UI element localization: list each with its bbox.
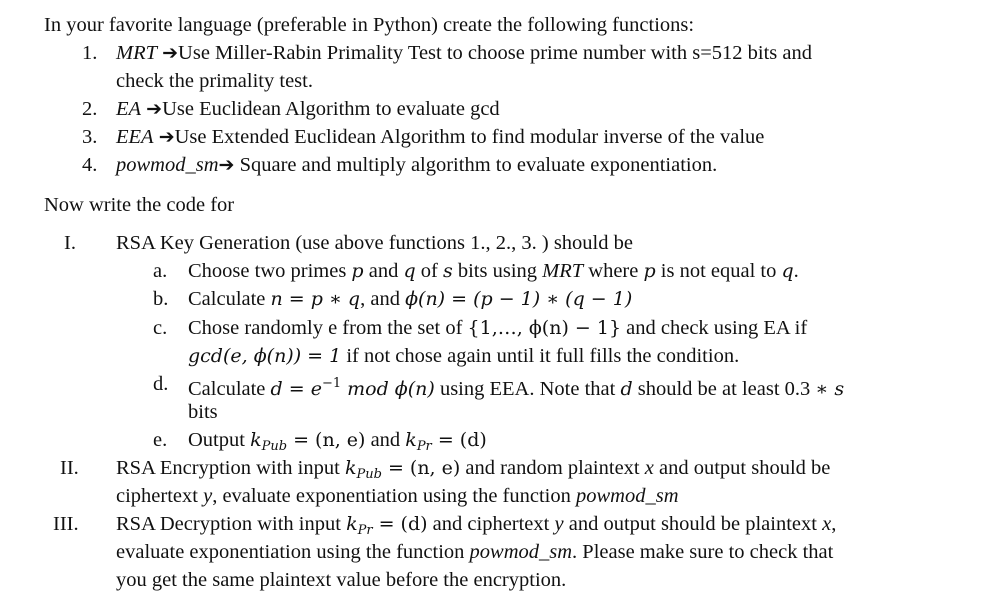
list-item-text: Use Euclidean Algorithm to evaluate gcd (162, 98, 500, 120)
text: should be at least 0.3 (632, 378, 816, 400)
section-decryption-continuation (116, 540, 833, 564)
math-expression: ϕ(n) = (p − 1) ∗ (q − 1) (405, 288, 633, 310)
math-var: k (405, 429, 417, 451)
list-item-mrt (116, 41, 812, 65)
math-var: x (822, 513, 832, 535)
right-arrow-icon: ➔ (146, 98, 163, 120)
math-var: y (203, 485, 213, 507)
text: , and (360, 288, 406, 310)
list-item-eea (116, 125, 764, 149)
math-expression: = (n, e) (381, 457, 461, 479)
list-item-text: Use Extended Euclidean Algorithm to find modular inverse of the value (174, 126, 765, 148)
math-var: k (250, 429, 262, 451)
list-item-text: Square and multiply algorithm to evaluate exponentiation. (234, 154, 718, 176)
math-expression: = (n, e) (287, 429, 366, 451)
function-name: MRT (542, 260, 584, 282)
text: and check using EA if (621, 317, 808, 339)
now-write-text: Now write the code for (44, 194, 235, 216)
right-arrow-icon: ➔ (162, 42, 179, 64)
math-var: x (644, 457, 654, 479)
intro-text: In your favorite language (preferable in Python) create the following functions: (44, 14, 695, 36)
math-expression: = (d) (431, 429, 487, 451)
text: Output (188, 429, 251, 451)
text: Calculate (188, 288, 271, 310)
math-expression: mod ϕ(n) (341, 378, 435, 400)
list-number: 3. (82, 126, 98, 148)
right-arrow-icon: ➔ (158, 126, 175, 148)
text: Chose randomly e from the set of (188, 317, 468, 339)
function-name: powmod_sm (575, 485, 679, 507)
text: and output should be plaintext (563, 513, 823, 535)
math-var: p (643, 260, 656, 282)
text: evaluate exponentiation using the function (116, 541, 470, 563)
math-expression: = (d) (372, 513, 428, 535)
sub-item-letter: b. (153, 288, 169, 310)
sub-item-c-continuation (188, 344, 739, 368)
subscript: Pr (357, 523, 373, 538)
superscript: −1 (321, 376, 342, 391)
math-expression: n = p ∗ q (270, 288, 361, 310)
list-item-text: Use Miller-Rabin Primality Test to choose prime number with s=512 bits and (178, 42, 812, 64)
text: and ciphertext (427, 513, 555, 535)
text: using EEA. Note that (434, 378, 621, 400)
list-item-ea (116, 97, 500, 121)
text: RSA Encryption with input (116, 457, 345, 479)
text: is not equal to (655, 260, 782, 282)
text: where (583, 260, 644, 282)
section-encryption (116, 456, 830, 480)
text: , evaluate exponentiation using the function (212, 485, 576, 507)
text: and (365, 429, 406, 451)
section-title-key-generation: RSA Key Generation (use above functions 1., 2., 3. ) should be (116, 232, 633, 254)
sub-item-letter: a. (153, 260, 168, 282)
subscript: Pr (416, 439, 432, 454)
text: . Please make sure to check that (572, 541, 834, 563)
text: Calculate (188, 378, 271, 400)
list-item-powmod (116, 153, 717, 177)
roman-numeral: I. (64, 232, 76, 254)
math-var: p (351, 260, 364, 282)
function-name: MRT (116, 42, 157, 64)
section-decryption (116, 512, 836, 536)
math-var: q (781, 260, 794, 282)
text: . (793, 260, 799, 282)
roman-numeral: II. (60, 457, 79, 479)
math-var: k (344, 457, 357, 479)
sub-item-a (188, 259, 799, 283)
list-number: 2. (82, 98, 98, 120)
sub-item-letter: c. (153, 317, 168, 339)
list-number: 1. (82, 42, 98, 64)
text: and output should be (653, 457, 831, 479)
function-name: EA (116, 98, 142, 120)
text: , (831, 513, 837, 535)
math-var: q (403, 260, 416, 282)
math-expression: gcd(e, ϕ(n)) = 1 (188, 345, 342, 367)
math-expression: d = e (270, 378, 322, 400)
sub-item-letter: d. (153, 373, 169, 395)
text: RSA Decryption with input (116, 513, 347, 535)
section-encryption-continuation (116, 484, 679, 508)
roman-numeral: III. (53, 513, 79, 535)
sub-item-e (188, 428, 487, 452)
math-var: s (442, 260, 453, 282)
math-expression: ∗ s (815, 378, 845, 400)
function-name: powmod_sm (116, 154, 219, 176)
sub-item-b (188, 287, 632, 311)
list-number: 4. (82, 154, 98, 176)
math-expression: {1,…, ϕ(n) − 1} (467, 317, 622, 339)
text: Choose two primes (188, 260, 352, 282)
math-var: y (554, 513, 564, 535)
function-name: powmod_sm (469, 541, 573, 563)
text: bits using (452, 260, 543, 282)
math-var: d (620, 378, 633, 400)
text: if not chose again until it full fills the condition. (341, 345, 740, 367)
text: of (415, 260, 443, 282)
list-item-continuation: check the primality test. (116, 70, 313, 92)
function-name: EEA (116, 126, 154, 148)
math-var: k (346, 513, 358, 535)
subscript: Pub (356, 467, 382, 482)
text: ciphertext (116, 485, 204, 507)
text: and random plaintext (460, 457, 645, 479)
subscript: Pub (261, 439, 288, 454)
sub-item-d-continuation: bits (188, 401, 218, 423)
sub-item-c (188, 316, 807, 340)
text: and (363, 260, 404, 282)
sub-item-d (188, 372, 845, 400)
sub-item-letter: e. (153, 429, 168, 451)
section-decryption-continuation: you get the same plaintext value before the encryption. (116, 569, 567, 591)
right-arrow-icon: ➔ (218, 154, 235, 176)
